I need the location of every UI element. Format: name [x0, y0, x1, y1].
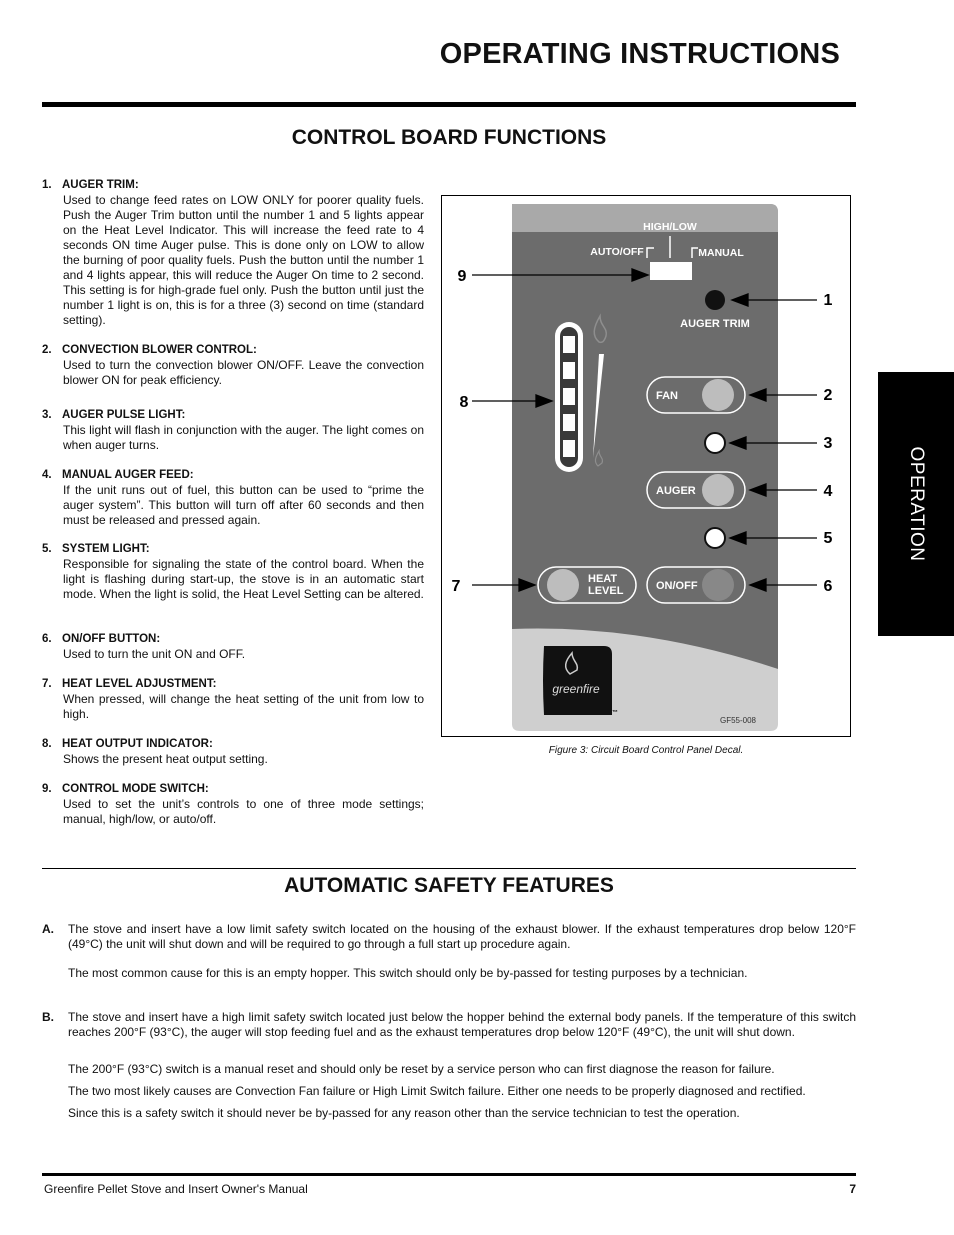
auger-button-knob [702, 474, 734, 506]
on-off-label: ON/OFF [656, 580, 698, 592]
heat-light-1 [563, 440, 575, 457]
item-body: Used to turn the unit ON and OFF. [63, 647, 246, 661]
callout-2: 2 [823, 387, 833, 404]
item-number: 3. [42, 409, 52, 421]
footer-divider [42, 1173, 856, 1176]
safety-b-paragraph-2: The 200°F (93°C) switch is a manual reset and should only be reset by a service person who can first diagnose the reason for failure. [68, 1062, 775, 1076]
item-title: CONTROL MODE SWITCH: [62, 783, 209, 795]
item-title: HEAT LEVEL ADJUSTMENT: [62, 678, 217, 690]
auger-trim-label: AUGER TRIM [680, 318, 750, 330]
side-tab-label: OPERATION [906, 446, 927, 562]
section-title-control-board: CONTROL BOARD FUNCTIONS [291, 126, 607, 149]
item-number: 4. [42, 469, 52, 481]
greenfire-logo-text: greenfire [552, 682, 600, 696]
heat-label: HEAT [588, 573, 618, 585]
item-number: 2. [42, 344, 52, 356]
side-tab-operation [878, 372, 954, 636]
heat-light-4 [563, 362, 575, 379]
safety-a-paragraph-2: The most common cause for this is an empty hopper. This switch should only be by-passed for testing purposes by a technician. [68, 966, 748, 980]
part-number: GF55-008 [719, 716, 757, 725]
mode-switch[interactable] [650, 262, 692, 280]
item-title: MANUAL AUGER FEED: [62, 469, 194, 481]
heat-light-2 [563, 414, 575, 431]
item-number: 9. [42, 783, 52, 795]
safety-b-paragraph-1: The stove and insert have a high limit safety switch located just below the hopper behind the external body panels. If the temperature of this switch reaches 200°F (93°C), the auger will stop feeding fuel and as the exhaust temperatures drop below 120°F (49°C), the unit will shut down. [68, 1010, 856, 1039]
heat-light-5 [563, 336, 575, 353]
heat-level-knob [547, 569, 579, 601]
callout-7: 7 [451, 578, 461, 595]
callout-5: 5 [823, 530, 833, 547]
item-body: Shows the present heat output setting. [63, 752, 268, 766]
list-item [42, 178, 424, 328]
on-off-knob [702, 569, 734, 601]
section-title-safety: AUTOMATIC SAFETY FEATURES [284, 874, 614, 897]
item-title: AUGER TRIM: [62, 179, 139, 191]
item-body: Used to set the unit’s controls to one of three mode settings; manual, high/low, or auto/off. [63, 797, 424, 826]
list-item [42, 343, 424, 388]
safety-b-paragraph-4: Since this is a safety switch it should never be by-passed for any reason other than the service technician to test the operation. [68, 1106, 740, 1120]
greenfire-logo-badge [543, 646, 612, 715]
level-label: LEVEL [588, 585, 624, 597]
system-light [705, 528, 725, 548]
fan-button-knob [702, 379, 734, 411]
trademark-mark: ™ [612, 710, 618, 716]
footer-manual-title: Greenfire Pellet Stove and Insert Owner's Manual [44, 1182, 308, 1196]
heat-light-3 [563, 388, 575, 405]
safety-letter-b: B. [42, 1010, 54, 1024]
item-number: 6. [42, 633, 52, 645]
fan-label: FAN [656, 390, 678, 402]
item-body: Used to change feed rates on LOW ONLY for poorer quality fuels. Push the Auger Trim button until the number 1 and 5 lights appear on the Heat Level Indicator. This will increase the feed rate to 4 seconds ON time Auger pulse. This is done only on LOW to allow the burning of poor quality fuels. Push the button until the number 1 and 4 lights appear, this will reduce the Auger On time to 2 second. This setting is for high-grade fuel only. Push the button until just the number 1 light is on, this is for a three (3) second on time (standard setting). [63, 193, 424, 327]
item-title: ON/OFF BUTTON: [62, 633, 161, 645]
auto-off-label: AUTO/OFF [590, 246, 644, 258]
control-panel-diagram [442, 196, 850, 736]
item-title: CONVECTION BLOWER CONTROL: [62, 344, 257, 356]
callout-3: 3 [823, 435, 833, 452]
safety-a-paragraph-1: The stove and insert have a low limit safety switch located on the housing of the exhaust blower. If the exhaust temperatures drop below 120°F (49°C) the unit will shut down and will be required to go through a full start up procedure again. [68, 922, 856, 951]
item-body: Responsible for signaling the state of the control board. When the light is flashing during start-up, the stove is in an automatic start mode. When the light is solid, the Heat Level Setting can be altered. [63, 557, 424, 601]
figure-caption: Figure 3: Circuit Board Control Panel Decal. [548, 745, 744, 756]
safety-letter-a: A. [42, 922, 54, 936]
auger-trim-button[interactable] [705, 290, 725, 310]
page-number: 7 [849, 1182, 856, 1196]
list-item [42, 468, 424, 528]
list-item [42, 737, 424, 767]
callout-9: 9 [457, 268, 467, 285]
item-number: 7. [42, 678, 52, 690]
list-item [42, 632, 424, 662]
manual-label: MANUAL [698, 247, 744, 259]
control-panel-figure [441, 195, 851, 737]
list-item [42, 542, 424, 602]
callout-6: 6 [823, 578, 833, 595]
top-divider [42, 102, 856, 107]
list-item [42, 782, 424, 827]
safety-b-paragraph-3: The two most likely causes are Convection Fan failure or High Limit Switch failure. Either one needs to be properly diagnosed and rectified. [68, 1084, 806, 1098]
auger-pulse-light [705, 433, 725, 453]
item-number: 1. [42, 179, 52, 191]
callout-4: 4 [823, 483, 833, 500]
auger-label: AUGER [656, 485, 696, 497]
callout-1: 1 [823, 292, 833, 309]
item-body: If the unit runs out of fuel, this button can be used to “prime the auger system”. This button will turn off after 60 seconds and then must be released and pressed again. [63, 483, 424, 527]
high-low-label: HIGH/LOW [643, 221, 697, 233]
item-title: AUGER PULSE LIGHT: [62, 409, 186, 421]
callout-8: 8 [459, 394, 469, 411]
item-body: This light will flash in conjunction with the auger. The light comes on when auger turns. [63, 423, 424, 452]
page-title: OPERATING INSTRUCTIONS [439, 38, 840, 70]
list-item [42, 677, 424, 722]
list-item [42, 408, 424, 453]
item-number: 5. [42, 543, 52, 555]
item-body: Used to turn the convection blower ON/OFF. Leave the convection blower ON for peak efficiency. [63, 358, 424, 387]
section-divider [42, 868, 856, 869]
item-number: 8. [42, 738, 52, 750]
item-title: SYSTEM LIGHT: [62, 543, 150, 555]
item-body: When pressed, will change the heat setting of the unit from low to high. [63, 692, 424, 721]
item-title: HEAT OUTPUT INDICATOR: [62, 738, 213, 750]
